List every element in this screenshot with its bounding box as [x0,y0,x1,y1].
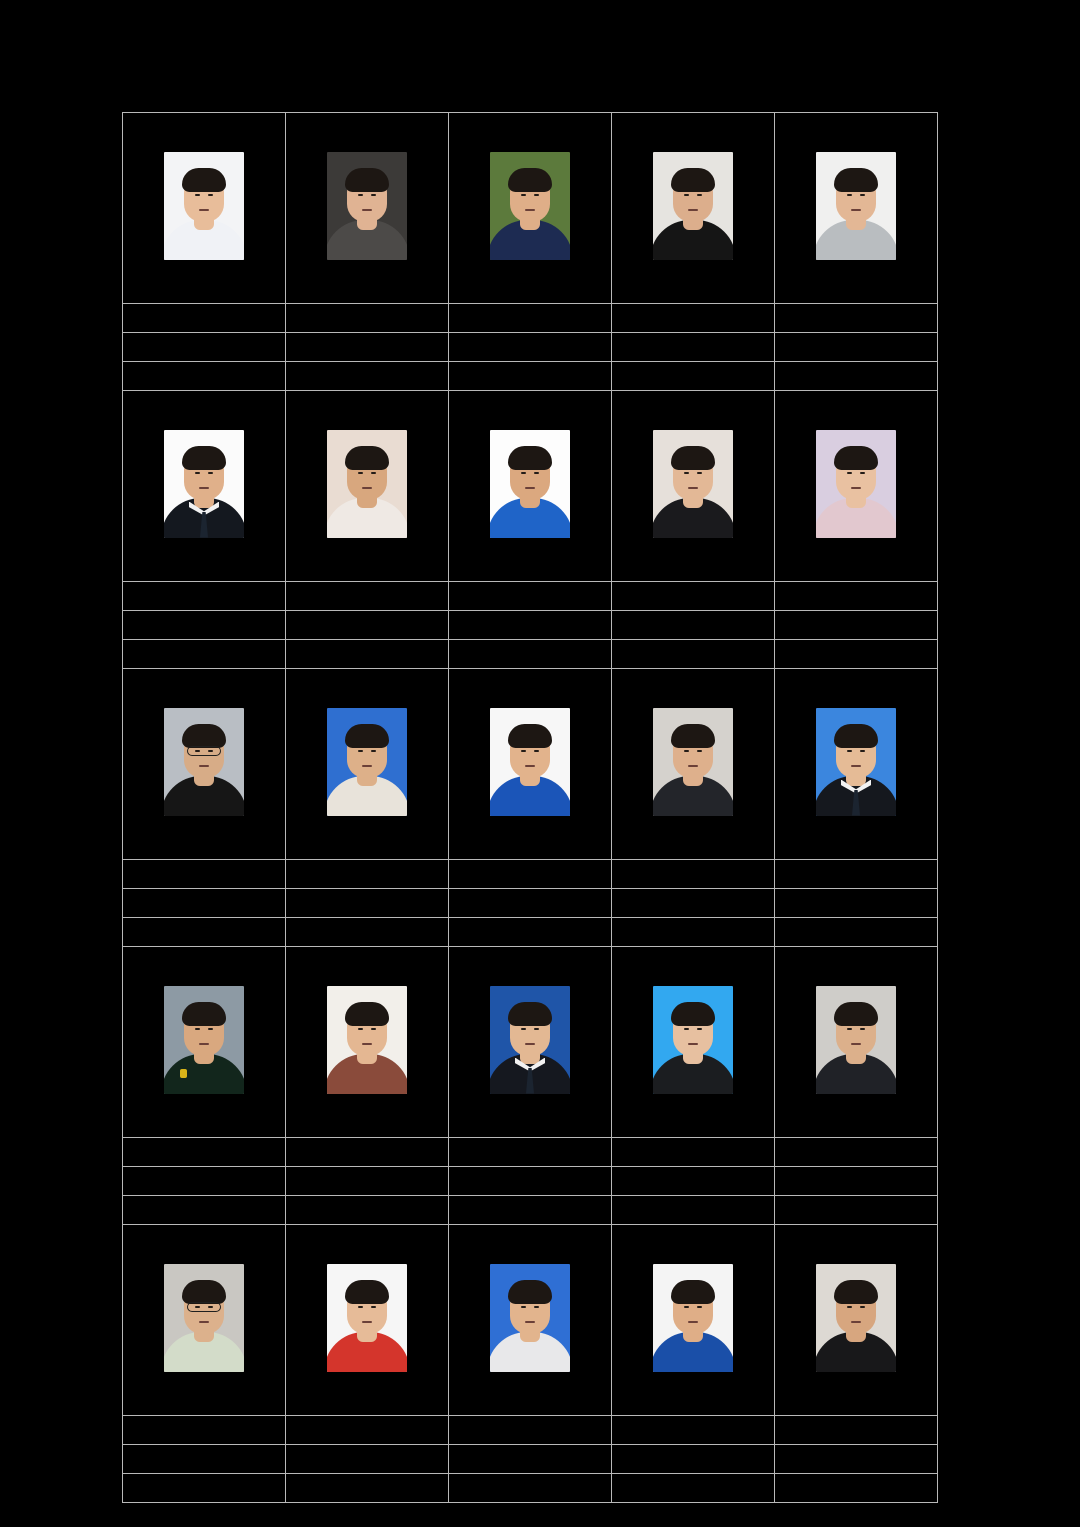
info-cell [449,304,612,333]
info-cell [449,889,612,918]
portrait-hair [671,168,715,192]
portrait-eye [847,750,852,752]
table-body [123,113,938,1503]
info-cell [612,918,775,947]
portrait-eye [208,472,213,474]
portrait-eye [860,750,865,752]
table-row [123,889,938,918]
table-row [123,947,938,1138]
portrait-eye [371,472,376,474]
portrait-photo [164,708,244,816]
portrait-eye [534,194,539,196]
portrait-eye [534,1306,539,1308]
info-cell [612,889,775,918]
info-cell [775,1167,938,1196]
portrait-photo [490,1264,570,1372]
portrait-mouth [851,1321,861,1323]
info-cell [775,362,938,391]
table-row [123,333,938,362]
table-row [123,391,938,582]
portrait-hair [345,1280,389,1304]
table-row [123,1445,938,1474]
portrait-photo [490,430,570,538]
info-cell [286,1474,449,1503]
portrait-eye [847,1306,852,1308]
photo-cell [449,947,612,1138]
info-cell [286,918,449,947]
photo-cell [286,391,449,582]
info-cell [775,640,938,669]
portrait-hair [834,168,878,192]
info-cell [449,640,612,669]
info-cell [286,860,449,889]
photo-cell [449,1225,612,1416]
info-cell [775,333,938,362]
info-cell [449,860,612,889]
portrait-eye [847,472,852,474]
table-row [123,611,938,640]
portrait-photo [490,986,570,1094]
table-row [123,1167,938,1196]
portrait-hair [508,168,552,192]
portrait-glasses [187,746,221,756]
table-row [123,1416,938,1445]
photo-cell [612,113,775,304]
info-cell [123,304,286,333]
portrait-photo [816,152,896,260]
portrait-mouth [362,487,372,489]
info-cell [612,362,775,391]
info-cell [123,1416,286,1445]
portrait-mouth [688,1043,698,1045]
table-row [123,669,938,860]
table-row [123,918,938,947]
portrait-eye [684,1028,689,1030]
portrait-photo [490,152,570,260]
info-cell [123,889,286,918]
portrait-hair [345,168,389,192]
portrait-eye [697,194,702,196]
info-cell [775,1416,938,1445]
info-cell [612,860,775,889]
portrait-photo [164,430,244,538]
portrait-eye [208,1028,213,1030]
photo-cell [286,947,449,1138]
portrait-hair [182,724,226,748]
portrait-photo [327,708,407,816]
table-row [123,582,938,611]
info-cell [612,611,775,640]
photo-cell [612,1225,775,1416]
portrait-mouth [525,487,535,489]
portrait-mouth [688,1321,698,1323]
portrait-eye [371,1306,376,1308]
info-cell [612,1196,775,1225]
portrait-hair [182,1002,226,1026]
portrait-hair [671,724,715,748]
info-cell [775,889,938,918]
portrait-photo [653,430,733,538]
info-cell [612,304,775,333]
info-cell [775,582,938,611]
portrait-eye [358,472,363,474]
portrait-photo [327,1264,407,1372]
portrait-photo [816,1264,896,1372]
info-cell [286,582,449,611]
portrait-eye [521,472,526,474]
info-cell [123,582,286,611]
portrait-mouth [851,1043,861,1045]
photo-cell [449,391,612,582]
portrait-hair [182,168,226,192]
portrait-eye [534,472,539,474]
portrait-eye [684,750,689,752]
portrait-eye [847,194,852,196]
info-cell [612,582,775,611]
portrait-hair [345,1002,389,1026]
portrait-photo [164,152,244,260]
portrait-mouth [688,209,698,211]
table-row [123,1196,938,1225]
portrait-photo [164,1264,244,1372]
photo-cell [775,947,938,1138]
info-cell [449,1416,612,1445]
portrait-eye [534,1028,539,1030]
info-cell [612,1167,775,1196]
info-cell [775,1445,938,1474]
portrait-hair [671,446,715,470]
portrait-eye [684,1306,689,1308]
photo-cell [123,1225,286,1416]
portrait-mouth [199,487,209,489]
info-cell [286,1416,449,1445]
portrait-hair [834,724,878,748]
table-row [123,1474,938,1503]
info-cell [775,1138,938,1167]
photo-cell [286,113,449,304]
portrait-photo [816,986,896,1094]
portrait-eye [195,194,200,196]
photo-cell [449,669,612,860]
info-cell [286,889,449,918]
portrait-eye [847,1028,852,1030]
info-cell [449,333,612,362]
info-cell [286,362,449,391]
table-row [123,1138,938,1167]
portrait-glasses [187,1302,221,1312]
info-cell [612,1474,775,1503]
photo-cell [123,947,286,1138]
portrait-mouth [199,765,209,767]
info-cell [775,1196,938,1225]
info-cell [612,1445,775,1474]
info-cell [123,1474,286,1503]
info-cell [449,1196,612,1225]
portrait-mouth [851,209,861,211]
portrait-mouth [362,1043,372,1045]
table-row [123,362,938,391]
portrait-eye [697,1306,702,1308]
portrait-eye [697,1028,702,1030]
portrait-badge [180,1069,187,1078]
portrait-eye [684,472,689,474]
portrait-hair [508,1002,552,1026]
photo-roster-table [122,112,938,1503]
portrait-photo [327,430,407,538]
info-cell [123,918,286,947]
portrait-eye [860,1028,865,1030]
portrait-photo [653,152,733,260]
portrait-eye [860,1306,865,1308]
info-cell [449,1138,612,1167]
portrait-eye [860,472,865,474]
portrait-photo [653,986,733,1094]
info-cell [449,1445,612,1474]
table-row [123,304,938,333]
portrait-mouth [199,1321,209,1323]
portrait-hair [834,1002,878,1026]
info-cell [286,640,449,669]
portrait-eye [195,1028,200,1030]
info-cell [123,1167,286,1196]
portrait-photo [816,708,896,816]
info-cell [449,611,612,640]
photo-cell [612,391,775,582]
info-cell [123,333,286,362]
portrait-eye [371,750,376,752]
photo-cell [123,113,286,304]
portrait-photo [327,152,407,260]
info-cell [123,1196,286,1225]
info-cell [612,333,775,362]
photo-cell [123,391,286,582]
info-cell [775,918,938,947]
portrait-mouth [525,1043,535,1045]
photo-cell [775,391,938,582]
portrait-mouth [362,765,372,767]
portrait-eye [521,1306,526,1308]
info-cell [286,1445,449,1474]
photo-cell [612,669,775,860]
portrait-photo [327,986,407,1094]
portrait-eye [371,194,376,196]
portrait-mouth [688,487,698,489]
info-cell [286,611,449,640]
info-cell [449,1474,612,1503]
photo-cell [449,113,612,304]
portrait-eye [358,750,363,752]
portrait-mouth [688,765,698,767]
portrait-hair [834,1280,878,1304]
portrait-eye [534,750,539,752]
table-row [123,860,938,889]
portrait-eye [521,1028,526,1030]
portrait-eye [358,1306,363,1308]
portrait-eye [208,194,213,196]
info-cell [612,640,775,669]
info-cell [123,860,286,889]
portrait-hair [345,446,389,470]
info-cell [286,333,449,362]
photo-cell [286,1225,449,1416]
portrait-eye [358,1028,363,1030]
portrait-mouth [851,765,861,767]
info-cell [123,1138,286,1167]
photo-cell [775,113,938,304]
portrait-hair [345,724,389,748]
info-cell [123,362,286,391]
portrait-mouth [362,209,372,211]
portrait-mouth [525,209,535,211]
portrait-hair [834,446,878,470]
info-cell [123,640,286,669]
info-cell [612,1138,775,1167]
info-cell [286,1167,449,1196]
portrait-mouth [199,209,209,211]
portrait-mouth [851,487,861,489]
info-cell [775,304,938,333]
portrait-eye [860,194,865,196]
photo-cell [123,669,286,860]
portrait-hair [508,1280,552,1304]
portrait-photo [653,1264,733,1372]
info-cell [449,362,612,391]
portrait-hair [508,724,552,748]
portrait-hair [508,446,552,470]
info-cell [775,1474,938,1503]
portrait-eye [697,472,702,474]
portrait-photo [653,708,733,816]
photo-cell [775,1225,938,1416]
portrait-photo [816,430,896,538]
photo-cell [775,669,938,860]
portrait-mouth [362,1321,372,1323]
info-cell [449,1167,612,1196]
portrait-eye [684,194,689,196]
portrait-eye [521,194,526,196]
portrait-eye [521,750,526,752]
portrait-mouth [525,1321,535,1323]
portrait-eye [358,194,363,196]
info-cell [123,611,286,640]
info-cell [286,1196,449,1225]
portrait-hair [182,446,226,470]
info-cell [286,1138,449,1167]
info-cell [449,918,612,947]
info-cell [449,582,612,611]
photo-cell [612,947,775,1138]
info-cell [612,1416,775,1445]
portrait-photo [164,986,244,1094]
portrait-mouth [199,1043,209,1045]
portrait-photo [490,708,570,816]
portrait-hair [671,1002,715,1026]
portrait-eye [697,750,702,752]
table-row [123,1225,938,1416]
portrait-eye [371,1028,376,1030]
table-row [123,640,938,669]
portrait-hair [182,1280,226,1304]
table-row [123,113,938,304]
info-cell [775,860,938,889]
photo-cell [286,669,449,860]
portrait-hair [671,1280,715,1304]
info-cell [775,611,938,640]
portrait-mouth [525,765,535,767]
portrait-eye [195,472,200,474]
info-cell [123,1445,286,1474]
info-cell [286,304,449,333]
